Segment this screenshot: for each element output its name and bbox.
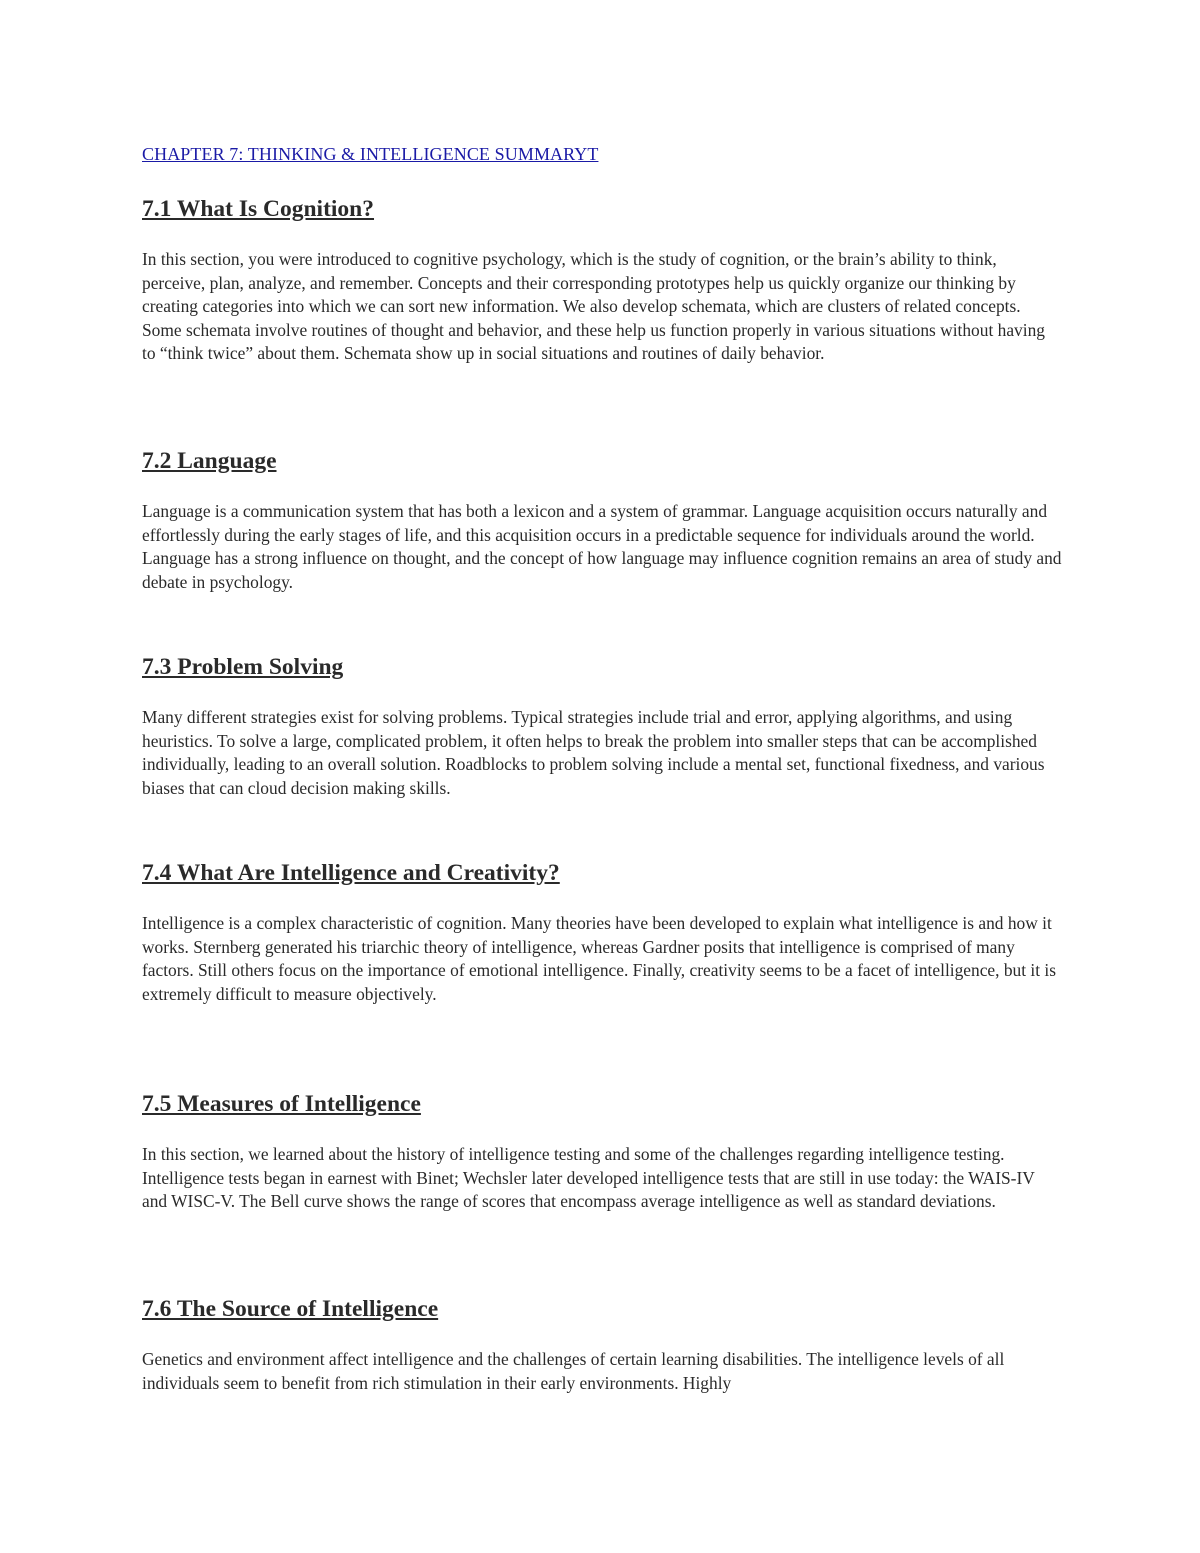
- section-heading: 7.1 What Is Cognition?: [142, 196, 375, 222]
- chapter-title-link[interactable]: CHAPTER 7: THINKING & INTELLIGENCE SUMMARYT: [142, 144, 599, 164]
- section-body: Language is a communication system that has both a lexicon and a system of grammar. Language acquisition occurs naturally and effortlessly during the early stages of life, and this acquisition occurs in a predictable sequence for individuals around the world. Language has a strong influence on thought, and the concept of how language may influence cognition remains an area of study and debate in psychology.: [142, 501, 1062, 592]
- document-page: [142, 140, 1062, 1393]
- section-body: In this section, you were introduced to cognitive psychology, which is the study of cognition, or the brain’s ability to think, perceive, plan, analyze, and remember. Concepts and their corresponding prototypes help us quickly organize our thinking by creating categories into which we can sort new information. We also develop schemata, which are clusters of related concepts. Some schemata involve routines of thought and behavior, and these help us function properly in various situations without having to “think twice” about them. Schemata show up in social situations and routines of daily behavior.: [142, 249, 1045, 364]
- section-7-3: [142, 652, 1062, 800]
- section-heading: 7.5 Measures of Intelligence: [142, 1091, 421, 1117]
- section-7-2: [142, 446, 1062, 594]
- section-7-5: [142, 1089, 1062, 1214]
- section-body: In this section, we learned about the history of intelligence testing and some of the challenges regarding intelligence testing. Intelligence tests began in earnest with Binet; Wechsler later developed intelligence tests that are still in use today: the WAIS-IV and WISC-V. The Bell curve shows the range of scores that encompass average intelligence as well as standard deviations.: [142, 1144, 1035, 1212]
- section-heading: 7.2 Language: [142, 448, 277, 474]
- section-body: Intelligence is a complex characteristic of cognition. Many theories have been developed to explain what intelligence is and how it works. Sternberg generated his triarchic theory of intelligence, whereas Gardner posits that intelligence is comprised of many factors. Still others focus on the importance of emotional intelligence. Finally, creativity seems to be a facet of intelligence, but it is extremely difficult to measure objectively.: [142, 913, 1057, 1004]
- section-heading: 7.6 The Source of Intelligence: [142, 1296, 439, 1322]
- section-7-6: [142, 1294, 1062, 1395]
- section-body: Many different strategies exist for solving problems. Typical strategies include trial and error, applying algorithms, and using heuristics. To solve a large, complicated problem, it often helps to break the problem into smaller steps that can be accomplished individually, leading to an overall solution. Roadblocks to problem solving include a mental set, functional fixedness, and various biases that can cloud decision making skills.: [142, 707, 1045, 798]
- section-7-1: [142, 194, 1062, 366]
- section-7-4: [142, 858, 1062, 1006]
- section-heading: 7.4 What Are Intelligence and Creativity?: [142, 860, 560, 886]
- section-body: Genetics and environment affect intelligence and the challenges of certain learning disabilities. The intelligence levels of all individuals seem to benefit from rich stimulation in their early environments. Highly: [142, 1349, 1005, 1393]
- section-heading: 7.3 Problem Solving: [142, 654, 344, 680]
